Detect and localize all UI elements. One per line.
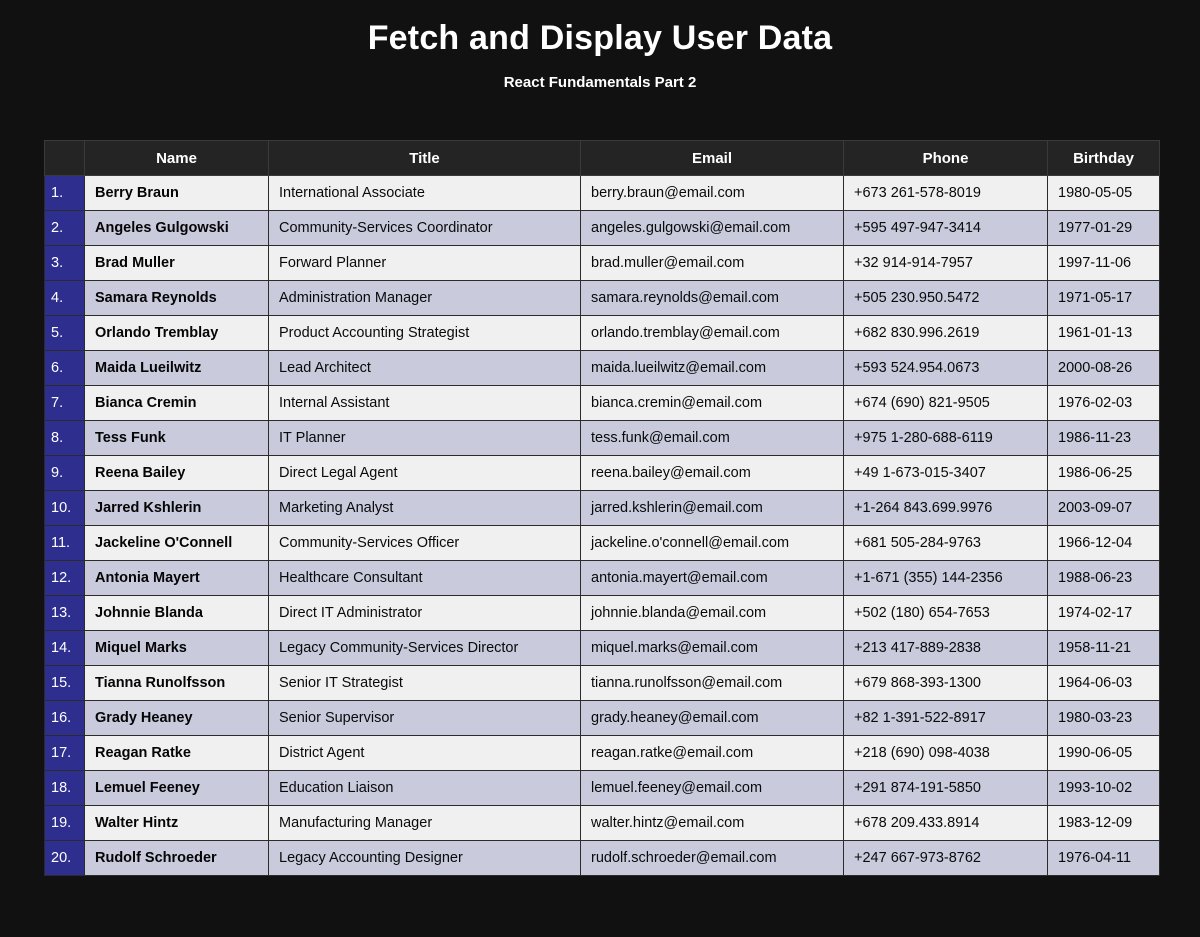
row-phone-cell: +673 261-578-8019 bbox=[844, 176, 1048, 211]
row-email-cell: tess.funk@email.com bbox=[581, 421, 844, 456]
row-index-cell: 15. bbox=[45, 666, 85, 701]
table-row[interactable] bbox=[45, 211, 1160, 246]
row-title-cell: Marketing Analyst bbox=[269, 491, 581, 526]
table-row[interactable] bbox=[45, 246, 1160, 281]
table-head bbox=[45, 141, 1160, 176]
table-row[interactable] bbox=[45, 841, 1160, 876]
row-email-cell: lemuel.feeney@email.com bbox=[581, 771, 844, 806]
table-body bbox=[45, 176, 1160, 876]
row-index-cell: 13. bbox=[45, 596, 85, 631]
row-phone-cell: +682 830.996.2619 bbox=[844, 316, 1048, 351]
row-email-cell: rudolf.schroeder@email.com bbox=[581, 841, 844, 876]
row-birthday-cell: 1977-01-29 bbox=[1048, 211, 1160, 246]
row-name-cell: Reena Bailey bbox=[85, 456, 269, 491]
table-row[interactable] bbox=[45, 526, 1160, 561]
row-phone-cell: +82 1-391-522-8917 bbox=[844, 701, 1048, 736]
table-row[interactable] bbox=[45, 631, 1160, 666]
row-birthday-cell: 1976-04-11 bbox=[1048, 841, 1160, 876]
row-name-cell: Grady Heaney bbox=[85, 701, 269, 736]
page-subtitle: React Fundamentals Part 2 bbox=[503, 74, 697, 91]
row-phone-cell: +247 667-973-8762 bbox=[844, 841, 1048, 876]
row-phone-cell: +49 1-673-015-3407 bbox=[844, 456, 1048, 491]
row-title-cell: Community-Services Officer bbox=[269, 526, 581, 561]
row-title-cell: District Agent bbox=[269, 736, 581, 771]
row-index-cell: 12. bbox=[45, 561, 85, 596]
row-title-cell: Manufacturing Manager bbox=[269, 806, 581, 841]
row-birthday-cell: 2000-08-26 bbox=[1048, 351, 1160, 386]
row-email-cell: reena.bailey@email.com bbox=[581, 456, 844, 491]
row-birthday-cell: 1980-05-05 bbox=[1048, 176, 1160, 211]
table-row[interactable] bbox=[45, 736, 1160, 771]
table-row[interactable] bbox=[45, 806, 1160, 841]
table-row[interactable] bbox=[45, 491, 1160, 526]
row-name-cell: Jarred Kshlerin bbox=[85, 491, 269, 526]
row-title-cell: IT Planner bbox=[269, 421, 581, 456]
row-title-cell: Education Liaison bbox=[269, 771, 581, 806]
column-header-index[interactable] bbox=[45, 141, 85, 176]
row-phone-cell: +593 524.954.0673 bbox=[844, 351, 1048, 386]
row-birthday-cell: 1988-06-23 bbox=[1048, 561, 1160, 596]
row-phone-cell: +291 874-191-5850 bbox=[844, 771, 1048, 806]
row-email-cell: jarred.kshlerin@email.com bbox=[581, 491, 844, 526]
row-email-cell: walter.hintz@email.com bbox=[581, 806, 844, 841]
user-data-table bbox=[44, 140, 1160, 876]
column-header-title[interactable]: Title bbox=[269, 141, 581, 176]
row-email-cell: bianca.cremin@email.com bbox=[581, 386, 844, 421]
row-birthday-cell: 1980-03-23 bbox=[1048, 701, 1160, 736]
column-header-phone[interactable]: Phone bbox=[844, 141, 1048, 176]
row-name-cell: Tianna Runolfsson bbox=[85, 666, 269, 701]
row-index-cell: 2. bbox=[45, 211, 85, 246]
row-index-cell: 6. bbox=[45, 351, 85, 386]
row-birthday-cell: 1964-06-03 bbox=[1048, 666, 1160, 701]
row-index-cell: 4. bbox=[45, 281, 85, 316]
row-email-cell: antonia.mayert@email.com bbox=[581, 561, 844, 596]
row-index-cell: 11. bbox=[45, 526, 85, 561]
row-name-cell: Samara Reynolds bbox=[85, 281, 269, 316]
row-title-cell: Direct Legal Agent bbox=[269, 456, 581, 491]
row-birthday-cell: 1986-06-25 bbox=[1048, 456, 1160, 491]
row-email-cell: samara.reynolds@email.com bbox=[581, 281, 844, 316]
row-email-cell: grady.heaney@email.com bbox=[581, 701, 844, 736]
row-name-cell: Johnnie Blanda bbox=[85, 596, 269, 631]
table-row[interactable] bbox=[45, 421, 1160, 456]
row-phone-cell: +679 868-393-1300 bbox=[844, 666, 1048, 701]
row-name-cell: Lemuel Feeney bbox=[85, 771, 269, 806]
page-title: Fetch and Display User Data bbox=[367, 19, 833, 57]
row-birthday-cell: 1961-01-13 bbox=[1048, 316, 1160, 351]
row-title-cell: Senior Supervisor bbox=[269, 701, 581, 736]
row-phone-cell: +502 (180) 654-7653 bbox=[844, 596, 1048, 631]
row-email-cell: orlando.tremblay@email.com bbox=[581, 316, 844, 351]
row-title-cell: Legacy Community-Services Director bbox=[269, 631, 581, 666]
row-index-cell: 5. bbox=[45, 316, 85, 351]
row-phone-cell: +218 (690) 098-4038 bbox=[844, 736, 1048, 771]
row-title-cell: Lead Architect bbox=[269, 351, 581, 386]
row-index-cell: 17. bbox=[45, 736, 85, 771]
row-email-cell: maida.lueilwitz@email.com bbox=[581, 351, 844, 386]
table-row[interactable] bbox=[45, 351, 1160, 386]
row-birthday-cell: 1974-02-17 bbox=[1048, 596, 1160, 631]
row-name-cell: Rudolf Schroeder bbox=[85, 841, 269, 876]
row-email-cell: miquel.marks@email.com bbox=[581, 631, 844, 666]
row-birthday-cell: 2003-09-07 bbox=[1048, 491, 1160, 526]
table-row[interactable] bbox=[45, 771, 1160, 806]
row-index-cell: 9. bbox=[45, 456, 85, 491]
row-phone-cell: +595 497-947-3414 bbox=[844, 211, 1048, 246]
table-row[interactable] bbox=[45, 456, 1160, 491]
row-email-cell: jackeline.o'connell@email.com bbox=[581, 526, 844, 561]
row-email-cell: reagan.ratke@email.com bbox=[581, 736, 844, 771]
table-row[interactable] bbox=[45, 316, 1160, 351]
column-header-birthday[interactable]: Birthday bbox=[1048, 141, 1160, 176]
row-title-cell: Internal Assistant bbox=[269, 386, 581, 421]
row-phone-cell: +678 209.433.8914 bbox=[844, 806, 1048, 841]
row-birthday-cell: 1958-11-21 bbox=[1048, 631, 1160, 666]
row-phone-cell: +505 230.950.5472 bbox=[844, 281, 1048, 316]
row-name-cell: Angeles Gulgowski bbox=[85, 211, 269, 246]
row-index-cell: 16. bbox=[45, 701, 85, 736]
row-index-cell: 8. bbox=[45, 421, 85, 456]
row-title-cell: Product Accounting Strategist bbox=[269, 316, 581, 351]
row-birthday-cell: 1971-05-17 bbox=[1048, 281, 1160, 316]
row-index-cell: 7. bbox=[45, 386, 85, 421]
page-header bbox=[0, 0, 1200, 94]
row-birthday-cell: 1966-12-04 bbox=[1048, 526, 1160, 561]
row-phone-cell: +1-264 843.699.9976 bbox=[844, 491, 1048, 526]
row-name-cell: Antonia Mayert bbox=[85, 561, 269, 596]
row-title-cell: Senior IT Strategist bbox=[269, 666, 581, 701]
row-index-cell: 10. bbox=[45, 491, 85, 526]
row-title-cell: Community-Services Coordinator bbox=[269, 211, 581, 246]
row-name-cell: Miquel Marks bbox=[85, 631, 269, 666]
row-title-cell: Legacy Accounting Designer bbox=[269, 841, 581, 876]
column-header-name[interactable]: Name bbox=[85, 141, 269, 176]
row-index-cell: 14. bbox=[45, 631, 85, 666]
row-title-cell: Administration Manager bbox=[269, 281, 581, 316]
table-row[interactable] bbox=[45, 596, 1160, 631]
row-phone-cell: +213 417-889-2838 bbox=[844, 631, 1048, 666]
row-birthday-cell: 1976-02-03 bbox=[1048, 386, 1160, 421]
row-title-cell: Direct IT Administrator bbox=[269, 596, 581, 631]
row-index-cell: 20. bbox=[45, 841, 85, 876]
table-row[interactable] bbox=[45, 561, 1160, 596]
row-birthday-cell: 1986-11-23 bbox=[1048, 421, 1160, 456]
row-phone-cell: +32 914-914-7957 bbox=[844, 246, 1048, 281]
row-index-cell: 18. bbox=[45, 771, 85, 806]
row-name-cell: Bianca Cremin bbox=[85, 386, 269, 421]
row-name-cell: Tess Funk bbox=[85, 421, 269, 456]
row-title-cell: Forward Planner bbox=[269, 246, 581, 281]
row-name-cell: Walter Hintz bbox=[85, 806, 269, 841]
table-row[interactable] bbox=[45, 666, 1160, 701]
row-name-cell: Maida Lueilwitz bbox=[85, 351, 269, 386]
row-index-cell: 3. bbox=[45, 246, 85, 281]
row-title-cell: Healthcare Consultant bbox=[269, 561, 581, 596]
row-phone-cell: +975 1-280-688-6119 bbox=[844, 421, 1048, 456]
row-birthday-cell: 1983-12-09 bbox=[1048, 806, 1160, 841]
table-row[interactable] bbox=[45, 176, 1160, 211]
row-phone-cell: +674 (690) 821-9505 bbox=[844, 386, 1048, 421]
row-index-cell: 19. bbox=[45, 806, 85, 841]
row-name-cell: Brad Muller bbox=[85, 246, 269, 281]
row-name-cell: Reagan Ratke bbox=[85, 736, 269, 771]
table-header-row bbox=[45, 141, 1160, 176]
row-name-cell: Orlando Tremblay bbox=[85, 316, 269, 351]
row-title-cell: International Associate bbox=[269, 176, 581, 211]
table-row[interactable] bbox=[45, 701, 1160, 736]
row-email-cell: brad.muller@email.com bbox=[581, 246, 844, 281]
row-email-cell: angeles.gulgowski@email.com bbox=[581, 211, 844, 246]
row-birthday-cell: 1993-10-02 bbox=[1048, 771, 1160, 806]
row-name-cell: Berry Braun bbox=[85, 176, 269, 211]
row-index-cell: 1. bbox=[45, 176, 85, 211]
row-name-cell: Jackeline O'Connell bbox=[85, 526, 269, 561]
row-birthday-cell: 1997-11-06 bbox=[1048, 246, 1160, 281]
row-email-cell: tianna.runolfsson@email.com bbox=[581, 666, 844, 701]
table-row[interactable] bbox=[45, 386, 1160, 421]
row-birthday-cell: 1990-06-05 bbox=[1048, 736, 1160, 771]
table-row[interactable] bbox=[45, 281, 1160, 316]
user-table-container bbox=[44, 140, 1159, 876]
column-header-email[interactable]: Email bbox=[581, 141, 844, 176]
row-email-cell: johnnie.blanda@email.com bbox=[581, 596, 844, 631]
row-phone-cell: +681 505-284-9763 bbox=[844, 526, 1048, 561]
row-phone-cell: +1-671 (355) 144-2356 bbox=[844, 561, 1048, 596]
row-email-cell: berry.braun@email.com bbox=[581, 176, 844, 211]
